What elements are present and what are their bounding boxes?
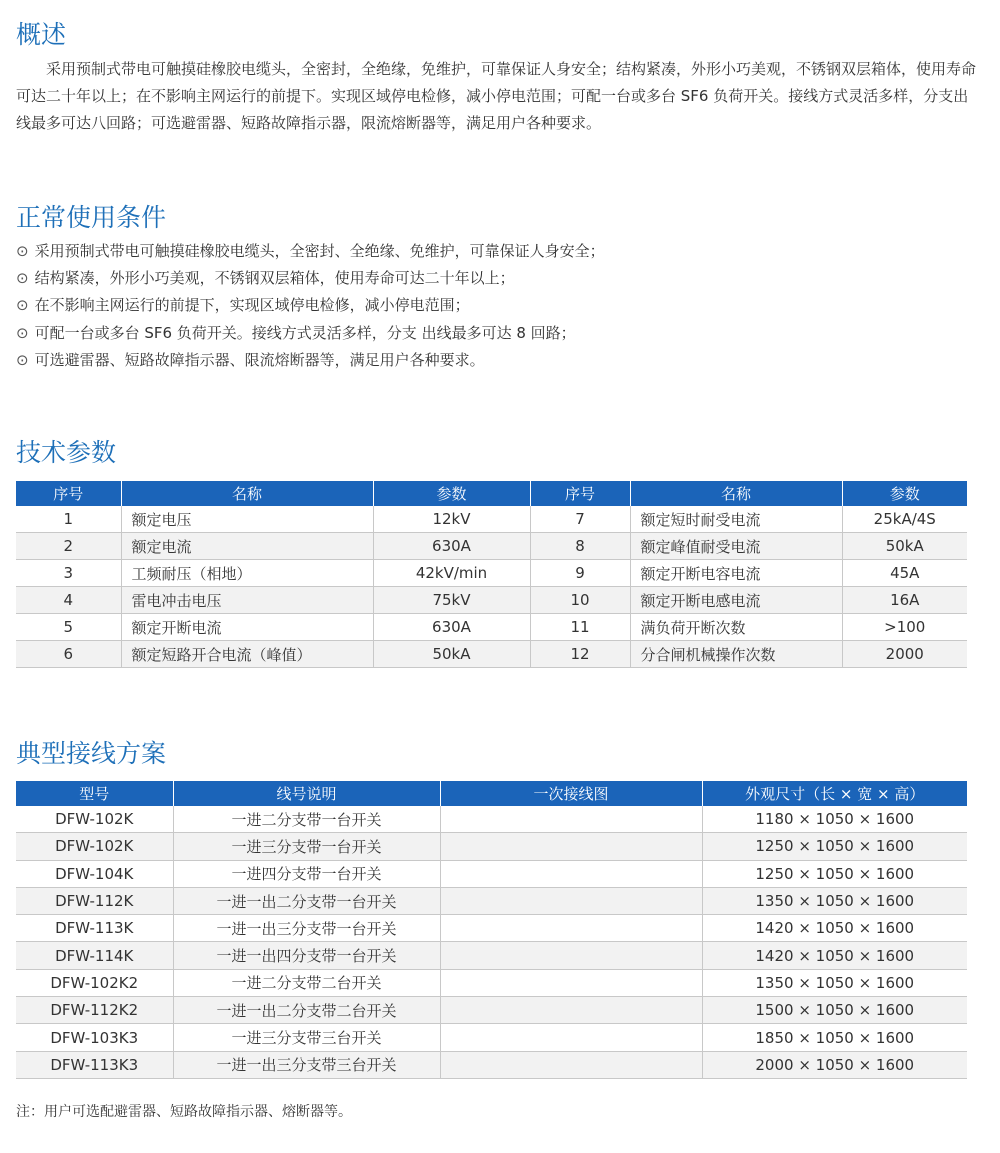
table-row: [16, 587, 967, 614]
circle-dot-icon: ⊙: [16, 323, 29, 342]
value-cell: 630A: [373, 614, 530, 641]
description-cell: 一进三分支带三台开关: [173, 1024, 440, 1051]
value-cell: 45A: [842, 560, 967, 587]
dimensions-cell: 2000 × 1050 × 1600: [702, 1051, 967, 1078]
column-header-value-2: 参数: [842, 481, 967, 506]
table-row: [16, 997, 967, 1024]
column-header-seq-2: 序号: [530, 481, 630, 506]
value-cell: 630A: [373, 533, 530, 560]
description-cell: 一进三分支带一台开关: [173, 833, 440, 860]
diagram-cell: [440, 860, 702, 887]
column-header-model: 型号: [16, 781, 173, 806]
name-cell: 额定短路开合电流（峰值）: [121, 641, 373, 668]
diagram-cell: [440, 806, 702, 833]
column-header-diagram: 一次接线图: [440, 781, 702, 806]
seq-cell: 1: [16, 506, 121, 533]
table-row: [16, 506, 967, 533]
diagram-cell: [440, 915, 702, 942]
condition-text: 可选避雷器、短路故障指示器、限流熔断器等，满足用户各种要求。: [34, 350, 485, 369]
dimensions-cell: 1250 × 1050 × 1600: [702, 833, 967, 860]
table-row: [16, 614, 967, 641]
model-cell: DFW-113K: [16, 915, 173, 942]
table-row: [16, 806, 967, 833]
wiring-header-row: [16, 781, 967, 806]
description-cell: 一进二分支带一台开关: [173, 806, 440, 833]
model-cell: DFW-112K2: [16, 997, 173, 1024]
diagram-cell: [440, 833, 702, 860]
column-header-description: 线号说明: [173, 781, 440, 806]
table-row: [16, 860, 967, 887]
model-cell: DFW-104K: [16, 860, 173, 887]
model-cell: DFW-103K3: [16, 1024, 173, 1051]
column-header-dimensions: 外观尺寸（长 × 宽 × 高）: [702, 781, 967, 806]
dimensions-cell: 1420 × 1050 × 1600: [702, 942, 967, 969]
dimensions-cell: 1850 × 1050 × 1600: [702, 1024, 967, 1051]
seq-cell: 11: [530, 614, 630, 641]
diagram-cell: [440, 1051, 702, 1078]
wiring-table: [16, 781, 967, 1079]
seq-cell: 3: [16, 560, 121, 587]
params-table: [16, 481, 967, 668]
diagram-cell: [440, 887, 702, 914]
name-cell: 满负荷开断次数: [630, 614, 842, 641]
value-cell: 50kA: [842, 533, 967, 560]
table-row: [16, 560, 967, 587]
table-row: [16, 1024, 967, 1051]
conditions-list: [16, 238, 605, 374]
description-cell: 一进四分支带一台开关: [173, 860, 440, 887]
dimensions-cell: 1180 × 1050 × 1600: [702, 806, 967, 833]
params-title: 技术参数: [16, 438, 117, 467]
model-cell: DFW-113K3: [16, 1051, 173, 1078]
table-row: [16, 641, 967, 668]
overview-title: 概述: [16, 20, 67, 49]
diagram-cell: [440, 997, 702, 1024]
name-cell: 额定开断电容电流: [630, 560, 842, 587]
diagram-cell: [440, 942, 702, 969]
dimensions-cell: 1420 × 1050 × 1600: [702, 915, 967, 942]
table-row: [16, 942, 967, 969]
condition-text: 可配一台或多台 SF6 负荷开关。接线方式灵活多样，分支 出线最多可达 8 回路；: [34, 323, 576, 342]
seq-cell: 12: [530, 641, 630, 668]
list-item: [16, 265, 605, 292]
diagram-cell: [440, 1024, 702, 1051]
name-cell: 雷电冲击电压: [121, 587, 373, 614]
list-item: [16, 292, 605, 319]
params-header-row: [16, 481, 967, 506]
dimensions-cell: 1350 × 1050 × 1600: [702, 969, 967, 996]
diagram-cell: [440, 969, 702, 996]
table-row: [16, 533, 967, 560]
conditions-title: 正常使用条件: [16, 203, 167, 232]
value-cell: 2000: [842, 641, 967, 668]
seq-cell: 8: [530, 533, 630, 560]
dimensions-cell: 1350 × 1050 × 1600: [702, 887, 967, 914]
list-item: [16, 347, 605, 374]
dimensions-cell: 1500 × 1050 × 1600: [702, 997, 967, 1024]
circle-dot-icon: ⊙: [16, 242, 29, 260]
value-cell: 50kA: [373, 641, 530, 668]
list-item: [16, 320, 605, 347]
wiring-title: 典型接线方案: [16, 739, 167, 768]
seq-cell: 4: [16, 587, 121, 614]
model-cell: DFW-114K: [16, 942, 173, 969]
name-cell: 额定开断电感电流: [630, 587, 842, 614]
name-cell: 额定电压: [121, 506, 373, 533]
seq-cell: 10: [530, 587, 630, 614]
table-row: [16, 969, 967, 996]
seq-cell: 5: [16, 614, 121, 641]
seq-cell: 6: [16, 641, 121, 668]
model-cell: DFW-112K: [16, 887, 173, 914]
overview-text: 采用预制式带电可触摸硅橡胶电缆头，全密封，全绝缘，免维护，可靠保证人身安全；结构紧凑，外形小巧美观，不锈钢双层箱体，使用寿命可达二十年以上；在不影响主网运行的前提下。实现区域停电检修，减小停电范围；可配一台或多台 SF6 负荷开关。接线方式灵活多样，分支出线最多可达八回路；可选避雷器、短路故障指示器，限流熔断器等，满足用户各种要求。: [16, 60, 977, 132]
description-cell: 一进一出四分支带一台开关: [173, 942, 440, 969]
condition-text: 采用预制式带电可触摸硅橡胶电缆头，全密封、全绝缘、免维护，可靠保证人身安全；: [34, 242, 605, 260]
list-item: [16, 238, 605, 265]
value-cell: 25kA/4S: [842, 506, 967, 533]
value-cell: 42kV/min: [373, 560, 530, 587]
table-row: [16, 1051, 967, 1078]
name-cell: 分合闸机械操作次数: [630, 641, 842, 668]
circle-dot-icon: ⊙: [16, 269, 29, 288]
name-cell: 额定开断电流: [121, 614, 373, 641]
seq-cell: 9: [530, 560, 630, 587]
model-cell: DFW-102K2: [16, 969, 173, 996]
footnote: 注：用户可选配避雷器、短路故障指示器、熔断器等。: [16, 1104, 352, 1120]
description-cell: 一进一出二分支带二台开关: [173, 997, 440, 1024]
description-cell: 一进一出三分支带三台开关: [173, 1051, 440, 1078]
circle-dot-icon: ⊙: [16, 350, 29, 369]
column-header-name-2: 名称: [630, 481, 842, 506]
column-header-value: 参数: [373, 481, 530, 506]
condition-text: 结构紧凑，外形小巧美观，不锈钢双层箱体，使用寿命可达二十年以上；: [34, 269, 515, 288]
name-cell: 额定峰值耐受电流: [630, 533, 842, 560]
dimensions-cell: 1250 × 1050 × 1600: [702, 860, 967, 887]
model-cell: DFW-102K: [16, 833, 173, 860]
seq-cell: 7: [530, 506, 630, 533]
table-row: [16, 887, 967, 914]
condition-text: 在不影响主网运行的前提下，实现区域停电检修，减小停电范围；: [34, 296, 470, 315]
name-cell: 额定短时耐受电流: [630, 506, 842, 533]
column-header-seq: 序号: [16, 481, 121, 506]
description-cell: 一进一出三分支带一台开关: [173, 915, 440, 942]
description-cell: 一进一出二分支带一台开关: [173, 887, 440, 914]
column-header-name: 名称: [121, 481, 373, 506]
value-cell: 75kV: [373, 587, 530, 614]
table-row: [16, 833, 967, 860]
circle-dot-icon: ⊙: [16, 296, 29, 315]
name-cell: 工频耐压（相地）: [121, 560, 373, 587]
value-cell: 16A: [842, 587, 967, 614]
value-cell: >100: [842, 614, 967, 641]
table-row: [16, 915, 967, 942]
seq-cell: 2: [16, 533, 121, 560]
description-cell: 一进二分支带二台开关: [173, 969, 440, 996]
model-cell: DFW-102K: [16, 806, 173, 833]
value-cell: 12kV: [373, 506, 530, 533]
name-cell: 额定电流: [121, 533, 373, 560]
